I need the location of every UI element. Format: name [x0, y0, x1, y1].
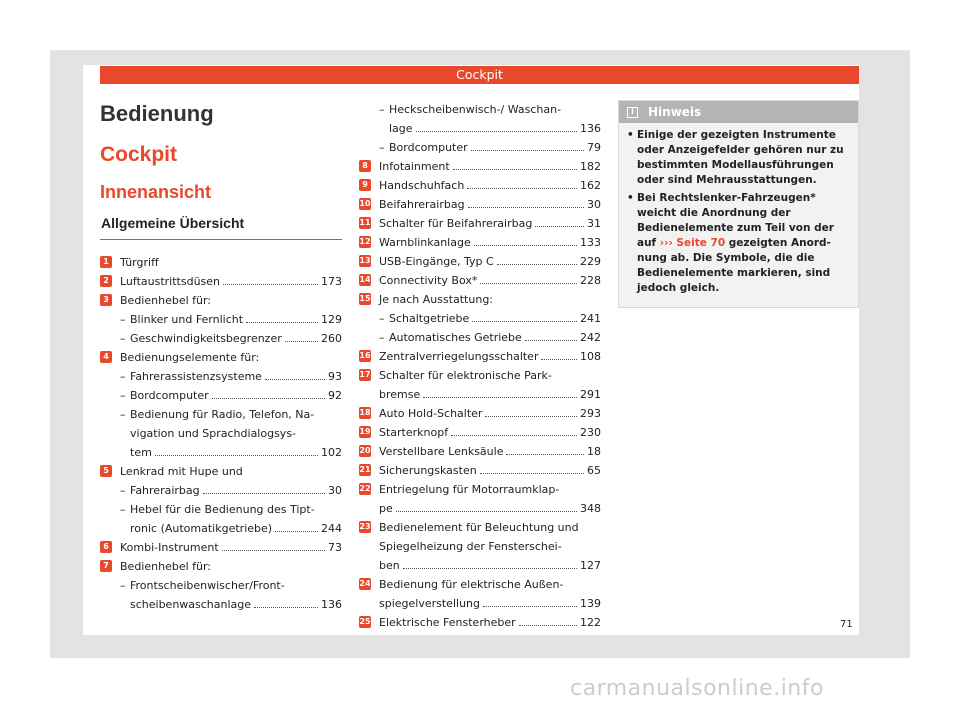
page-reference[interactable]: 79	[587, 141, 601, 154]
legend-entry	[100, 348, 342, 367]
callout-number-badge: 5	[100, 465, 112, 477]
leader-dots	[525, 340, 577, 341]
entry-label: Handschuhfach	[379, 179, 465, 192]
legend-list-left	[100, 253, 342, 614]
leader-dots	[468, 207, 584, 208]
bullet-icon: •	[627, 192, 634, 204]
dash-icon: –	[379, 141, 385, 154]
hinweis-item-text: gezeigten Anordnung ab. Die Symbole, die die Bedienelemente markieren, sind jedoch gleich.	[637, 237, 831, 294]
entry-row	[120, 272, 342, 291]
page-reference[interactable]: 18	[587, 445, 601, 458]
hinweis-item	[627, 191, 850, 296]
leader-dots	[285, 341, 318, 342]
dash-icon: –	[120, 332, 126, 345]
legend-entry	[100, 291, 342, 310]
callout-number-badge: 9	[359, 179, 371, 191]
entry-label: Türgriff	[120, 256, 159, 269]
entry-row	[379, 271, 601, 290]
entry-row	[389, 138, 601, 157]
page-reference[interactable]: 228	[580, 274, 601, 287]
entry-row	[120, 291, 342, 310]
callout-number-badge: 3	[100, 294, 112, 306]
sub-entry	[100, 329, 342, 348]
leader-dots	[506, 454, 584, 455]
page-reference[interactable]: 30	[587, 198, 601, 211]
page-reference[interactable]: 31	[587, 217, 601, 230]
page-reference[interactable]: 162	[580, 179, 601, 192]
leader-dots	[480, 473, 584, 474]
info-icon: i	[627, 107, 638, 118]
page-reference[interactable]: 30	[328, 484, 342, 497]
entry-label: Bedienungselemente für:	[120, 351, 260, 364]
entry-label: Bordcomputer	[389, 141, 468, 154]
legend-entry	[359, 461, 601, 480]
leader-dots	[485, 416, 577, 417]
page-reference[interactable]: 127	[580, 559, 601, 572]
legend-entry	[359, 366, 601, 404]
legend-list-middle	[359, 157, 601, 632]
legend-list-continued	[359, 100, 601, 157]
page-reference[interactable]: 139	[580, 597, 601, 610]
leader-dots	[472, 321, 577, 322]
page-reference[interactable]: 122	[580, 616, 601, 629]
entry-row	[379, 499, 601, 518]
entry-row	[379, 594, 601, 613]
callout-number-badge: 14	[359, 275, 371, 284]
entry-label: Bedienelement für Beleuchtung und	[379, 521, 579, 534]
entry-row	[130, 443, 342, 462]
entry-row	[379, 214, 601, 233]
entry-label: Fahrerassistenzsysteme	[130, 370, 262, 383]
entry-row	[379, 252, 601, 271]
entry-label: bremse	[379, 388, 421, 401]
entry-label: Entriegelung für Motorraumklap-	[379, 483, 560, 496]
page-reference[interactable]: 136	[321, 598, 342, 611]
sub-entry	[359, 138, 601, 157]
page-reference[interactable]: 73	[328, 541, 342, 554]
entry-row	[120, 348, 342, 367]
dash-icon: –	[120, 313, 126, 326]
dash-icon: –	[120, 408, 126, 421]
entry-row	[379, 157, 601, 176]
entry-label: Bedienhebel für:	[120, 560, 212, 573]
entry-row	[379, 613, 601, 632]
entry-label: Hebel für die Bedienung des Tipt-	[130, 503, 315, 516]
sub-entry	[100, 310, 342, 329]
entry-label: Bedienung für elektrische Außen-	[379, 578, 564, 591]
callout-number-badge: 17	[359, 370, 371, 379]
entry-row	[379, 347, 601, 366]
entry-row	[379, 404, 601, 423]
legend-entry	[359, 290, 601, 309]
callout-number-badge: 18	[359, 408, 371, 417]
entry-row	[120, 253, 342, 272]
sub-entry	[100, 481, 342, 500]
entry-row	[379, 195, 601, 214]
callout-number-badge: 11	[359, 218, 371, 227]
dash-icon: –	[120, 503, 126, 516]
legend-entry	[359, 176, 601, 195]
legend-entry	[100, 253, 342, 272]
column-right	[618, 100, 859, 308]
page-reference[interactable]: 182	[580, 160, 601, 173]
entry-label: Zentralverriegelungsschalter	[379, 350, 539, 363]
legend-entry	[359, 195, 601, 214]
leader-dots	[423, 397, 577, 398]
leader-dots	[222, 550, 325, 551]
entry-label: Bedienhebel für:	[120, 294, 212, 307]
entry-label: spiegelverstellung	[379, 597, 480, 610]
entry-label: Lenkrad mit Hupe und	[120, 465, 243, 478]
column-left	[100, 100, 342, 614]
legend-entry	[359, 518, 601, 575]
entry-label: Je nach Ausstattung:	[379, 293, 494, 306]
page-reference[interactable]: 348	[580, 502, 601, 515]
dash-icon: –	[120, 389, 126, 402]
entry-label: Verstellbare Lenksäule	[379, 445, 504, 458]
leader-dots	[483, 606, 577, 607]
page-reference[interactable]: 291	[580, 388, 601, 401]
callout-number-badge: 20	[359, 446, 371, 455]
legend-entry	[100, 462, 342, 481]
entry-label: Spiegelheizung der Fensterschei-	[379, 540, 562, 553]
entry-row	[130, 367, 342, 386]
callout-number-badge: 10	[359, 199, 371, 208]
sub-entry	[100, 405, 342, 462]
entry-label: Schalter für Beifahrerairbag	[379, 217, 533, 230]
page-reference[interactable]: 260	[321, 332, 342, 345]
entry-row	[120, 462, 342, 481]
entry-row	[379, 442, 601, 461]
page-reference[interactable]: 241	[580, 312, 601, 325]
dash-icon: –	[120, 370, 126, 383]
entry-row	[379, 233, 601, 252]
sub-entry	[100, 386, 342, 405]
leader-dots	[541, 359, 577, 360]
entry-row	[130, 519, 342, 538]
entry-label: Infotainment	[379, 160, 450, 173]
legend-entry	[100, 272, 342, 291]
column-middle	[359, 100, 601, 632]
callout-number-badge: 22	[359, 484, 371, 493]
entry-label: Kombi-Instrument	[120, 541, 219, 554]
legend-entry	[359, 271, 601, 290]
legend-entry	[359, 214, 601, 233]
watermark: carmanualsonline.info	[570, 676, 824, 701]
dash-icon: –	[120, 579, 126, 592]
callout-number-badge: 23	[359, 522, 371, 531]
entry-label: Heckscheibenwisch-/ Waschan-	[389, 103, 562, 116]
entry-label: tem	[130, 446, 152, 459]
entry-row	[389, 328, 601, 347]
hinweis-box	[618, 100, 859, 308]
callout-number-badge: 7	[100, 560, 112, 572]
legend-entry	[359, 404, 601, 423]
page-reference[interactable]: 102	[321, 446, 342, 459]
entry-label: vigation und Sprachdialogsys-	[130, 427, 297, 440]
page-reference[interactable]: 133	[580, 236, 601, 249]
leader-dots	[467, 188, 577, 189]
page-reference[interactable]: 173	[321, 275, 342, 288]
leader-dots	[212, 398, 325, 399]
legend-entry	[100, 557, 342, 576]
leader-dots	[275, 531, 318, 532]
leader-dots	[519, 625, 577, 626]
page-reference[interactable]: 293	[580, 407, 601, 420]
callout-number-badge: 25	[359, 617, 371, 626]
entry-row	[389, 119, 601, 138]
heading-overview: Allgemeine Übersicht	[100, 214, 342, 240]
leader-dots	[396, 511, 577, 512]
dash-icon: –	[379, 331, 385, 344]
sub-entry	[359, 100, 601, 138]
leader-dots	[223, 284, 318, 285]
page-reference-link[interactable]: ››› Seite 70	[659, 237, 726, 249]
dash-icon: –	[379, 312, 385, 325]
entry-label: lage	[389, 122, 413, 135]
sub-entry	[359, 328, 601, 347]
entry-row	[379, 385, 601, 404]
page-reference[interactable]: 136	[580, 122, 601, 135]
entry-label: Bordcomputer	[130, 389, 209, 402]
entry-row	[379, 423, 601, 442]
entry-row	[120, 538, 342, 557]
sub-entry	[100, 367, 342, 386]
heading-subsection: Innenansicht	[100, 182, 212, 202]
entry-label: Sicherungskasten	[379, 464, 477, 477]
hinweis-title: Hinweis	[648, 105, 702, 119]
entry-label: Fahrerairbag	[130, 484, 200, 497]
leader-dots	[497, 264, 577, 265]
entry-row	[389, 309, 601, 328]
hinweis-body	[619, 123, 858, 307]
callout-number-badge: 12	[359, 237, 371, 246]
entry-label: Frontscheibenwischer/Front-	[130, 579, 285, 592]
callout-number-badge: 6	[100, 541, 112, 553]
entry-label: Schaltgetriebe	[389, 312, 470, 325]
legend-entry	[100, 538, 342, 557]
entry-row	[379, 290, 601, 309]
legend-entry	[359, 480, 601, 518]
legend-entry	[359, 613, 601, 632]
leader-dots	[416, 131, 577, 132]
leader-dots	[480, 283, 577, 284]
entry-label: scheibenwaschanlage	[130, 598, 252, 611]
page-reference[interactable]: 93	[328, 370, 342, 383]
entry-label: USB-Eingänge, Typ C	[379, 255, 494, 268]
entry-label: Luftaustrittsdüsen	[120, 275, 221, 288]
legend-entry	[359, 157, 601, 176]
leader-dots	[403, 568, 577, 569]
page-reference[interactable]: 65	[587, 464, 601, 477]
page-number: 71	[840, 619, 853, 630]
heading-main: Bedienung	[100, 101, 214, 126]
sub-entry	[359, 309, 601, 328]
callout-number-badge: 21	[359, 465, 371, 474]
section-banner: Cockpit	[100, 66, 859, 84]
entry-label: Connectivity Box*	[379, 274, 478, 287]
hinweis-item-text: Einige der gezeigten Instrumente oder Anzeigefelder gehören nur zu bestimmten Modellausführungen oder sind Mehrausstattungen.	[637, 129, 844, 186]
callout-number-badge: 15	[359, 294, 371, 303]
leader-dots	[474, 245, 577, 246]
entry-label: Elektrische Fensterheber	[379, 616, 516, 629]
legend-entry	[359, 347, 601, 366]
leader-dots	[254, 607, 318, 608]
entry-label: Geschwindigkeitsbegrenzer	[130, 332, 282, 345]
sub-entry	[100, 576, 342, 614]
page-reference[interactable]: 230	[580, 426, 601, 439]
hinweis-header	[619, 101, 858, 123]
leader-dots	[246, 322, 318, 323]
legend-entry	[359, 575, 601, 613]
callout-number-badge: 8	[359, 160, 371, 172]
entry-label: Auto Hold-Schalter	[379, 407, 483, 420]
hinweis-item-text: Bei Rechtslenker-Fahrzeugen* weicht die Anordnung der Bedienelemente zum Teil von der auf	[637, 192, 834, 249]
legend-entry	[359, 233, 601, 252]
entry-row	[379, 461, 601, 480]
leader-dots	[451, 435, 577, 436]
callout-number-badge: 24	[359, 579, 371, 588]
page-reference[interactable]: 244	[321, 522, 342, 535]
entry-label: ben	[379, 559, 400, 572]
sub-entry	[100, 500, 342, 538]
entry-label: Warnblinkanlage	[379, 236, 471, 249]
callout-number-badge: 13	[359, 256, 371, 265]
page-reference[interactable]: 242	[580, 331, 601, 344]
leader-dots	[155, 455, 318, 456]
entry-row	[379, 556, 601, 575]
dash-icon: –	[120, 484, 126, 497]
leader-dots	[535, 226, 584, 227]
legend-entry	[359, 442, 601, 461]
entry-row	[379, 176, 601, 195]
callout-number-badge: 1	[100, 256, 112, 268]
entry-row	[130, 386, 342, 405]
leader-dots	[265, 379, 325, 380]
leader-dots	[453, 169, 577, 170]
page-reference[interactable]: 92	[328, 389, 342, 402]
dash-icon: –	[379, 103, 385, 116]
callout-number-badge: 19	[359, 427, 371, 436]
entry-label: Automatisches Getriebe	[389, 331, 522, 344]
entry-label: Bedienung für Radio, Telefon, Na-	[130, 408, 315, 421]
leader-dots	[471, 150, 584, 151]
legend-entry	[359, 423, 601, 442]
leader-dots	[203, 493, 325, 494]
entry-row	[130, 329, 342, 348]
heading-section: Cockpit	[100, 143, 178, 166]
page-reference[interactable]: 129	[321, 313, 342, 326]
entry-label: Blinker und Fernlicht	[130, 313, 244, 326]
entry-label: Beifahrerairbag	[379, 198, 465, 211]
callout-number-badge: 2	[100, 275, 112, 287]
page-reference[interactable]: 229	[580, 255, 601, 268]
entry-row	[120, 557, 342, 576]
bullet-icon: •	[627, 129, 634, 141]
entry-row	[130, 595, 342, 614]
entry-label: pe	[379, 502, 393, 515]
callout-number-badge: 4	[100, 351, 112, 363]
entry-row	[130, 310, 342, 329]
hinweis-item	[627, 128, 850, 188]
callout-number-badge: 16	[359, 351, 371, 360]
page-reference[interactable]: 108	[580, 350, 601, 363]
entry-label: ronic (Automatikgetriebe)	[130, 522, 273, 535]
entry-label: Schalter für elektronische Park-	[379, 369, 552, 382]
entry-row	[130, 481, 342, 500]
legend-entry	[359, 252, 601, 271]
entry-label: Starterknopf	[379, 426, 449, 439]
